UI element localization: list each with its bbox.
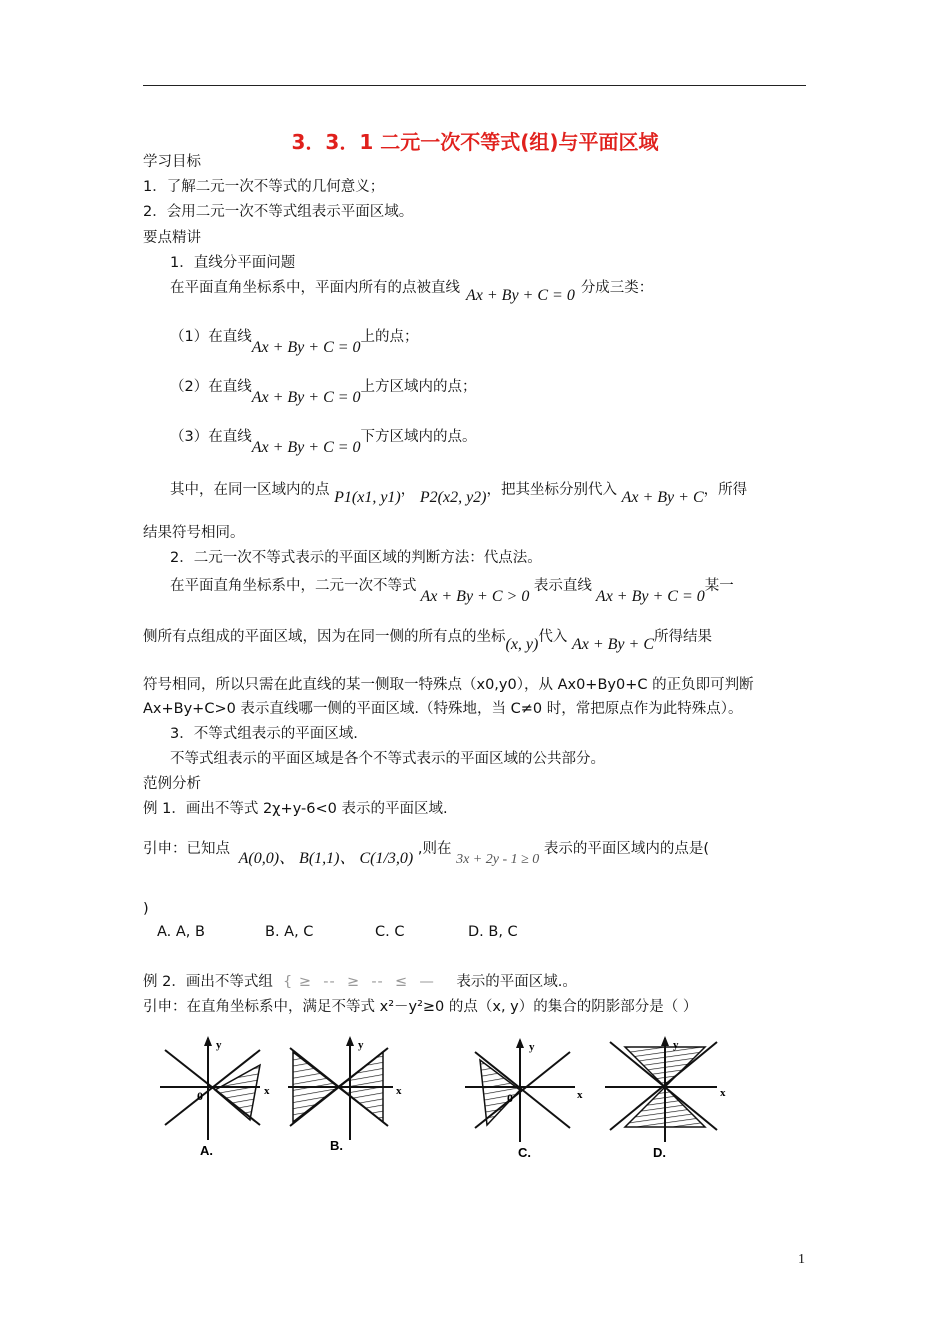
header-rule	[143, 85, 806, 86]
choice-c: C. C	[375, 924, 405, 940]
case-3: （3）在直线Ax + By + C = 0下方区域内的点。	[170, 429, 477, 456]
points-abc: A(0,0)、 B(1,1)、 C(1/3,0)	[238, 850, 414, 867]
section2-heading: 2．二元一次不等式表示的平面区域的判断方法：代点法。	[170, 550, 542, 566]
section2-line3: 符号相同，所以只需在此直线的某一侧取一特殊点（x0,y0），从 Ax0+By0+C 的正负即可判断	[143, 677, 754, 693]
figure-c-label: C.	[518, 1145, 531, 1160]
example-1: 例 1．画出不等式 2χ+y-6<0 表示的平面区域.	[143, 801, 448, 817]
svg-text:x: x	[396, 1085, 402, 1097]
key-heading: 要点精讲	[143, 230, 201, 246]
section2-line2: 侧所有点组成的平面区域，因为在同一侧的所有点的坐标(x, y)代入 Ax + By + C所得结果	[143, 629, 712, 653]
svg-text:y: y	[529, 1041, 535, 1053]
answer-figures	[150, 1030, 750, 1165]
page-title: 3．3．1 二元一次不等式(组)与平面区域	[291, 130, 659, 154]
section2-line1: 在平面直角坐标系中，二元一次不等式Ax + By + C > 0 表示直线Ax + By + C = 0某一	[170, 578, 734, 605]
svg-text:0: 0	[197, 1089, 203, 1103]
choice-d: D. B, C	[468, 924, 518, 940]
extension-2: 引申：在直角坐标系中，满足不等式 x²－y²≥0 的点（x, y）的集合的阴影部分是（ ）	[143, 999, 698, 1015]
choice-a: A. A, B	[157, 924, 205, 940]
figure-a-shade	[215, 1065, 260, 1120]
figure-d-label: D.	[653, 1145, 666, 1160]
section3-text: 不等式组表示的平面区域是各个不等式表示的平面区域的公共部分。	[170, 751, 605, 767]
extension-1: 引申：已知点 A(0,0)、 B(1,1)、 C(1/3,0) ,则在 3x + 2y - 1 ≥ 0 表示的平面区域内的点是(	[143, 841, 710, 867]
objectives-heading: 学习目标	[143, 154, 201, 170]
figure-b-label: B.	[330, 1138, 343, 1153]
section1-heading: 1．直线分平面问题	[170, 255, 296, 271]
blurred-inequality-system: { ≥ -- ≥ -- ≤ —	[277, 974, 452, 990]
page-number: 1	[798, 1252, 805, 1267]
extension-1-close: )	[143, 901, 149, 917]
same-region-text: 其中，在同一区域内的点 P1(x1, y1)， P2(x2, y2)，把其坐标分别代入 Ax + By + C，所得	[170, 482, 748, 506]
point-p2: P2(x2, y2)	[419, 489, 487, 506]
objective-2: 2．会用二元一次不等式组表示平面区域。	[143, 204, 414, 220]
figure-b	[288, 1036, 402, 1153]
same-region-text-end: 结果符号相同。	[143, 525, 245, 541]
figure-a-label: A.	[200, 1143, 213, 1158]
case-1: （1）在直线Ax + By + C = 0上的点；	[170, 329, 419, 356]
objective-1: 1．了解二元一次不等式的几何意义；	[143, 179, 385, 195]
svg-text:x: x	[577, 1089, 583, 1101]
figure-a	[160, 1036, 270, 1158]
point-p1: P1(x1, y1)	[334, 489, 401, 506]
example-2: 例 2．画出不等式组 { ≥ -- ≥ -- ≤ — 表示的平面区域.。	[143, 974, 577, 990]
svg-text:x: x	[264, 1085, 270, 1097]
section2-line4: Ax+By+C>0 表示直线哪一侧的平面区域.（特殊地，当 C≠0 时，常把原点作为此特殊点）。	[143, 701, 743, 717]
figure-c	[465, 1038, 583, 1160]
case-2: （2）在直线Ax + By + C = 0上方区域内的点；	[170, 379, 477, 406]
section3-heading: 3．不等式组表示的平面区域.	[170, 726, 358, 742]
svg-text:y: y	[358, 1039, 364, 1051]
example-heading: 范例分析	[143, 776, 201, 792]
section1-text: 在平面直角坐标系中，平面内所有的点被直线 Ax + By + C = 0 分成三类：	[170, 280, 654, 304]
choice-b: B. A, C	[265, 924, 314, 940]
figure-d	[605, 1036, 726, 1160]
svg-text:y: y	[673, 1039, 679, 1051]
svg-text:y: y	[216, 1039, 222, 1051]
svg-text:0: 0	[507, 1091, 513, 1105]
svg-text:x: x	[720, 1087, 726, 1099]
